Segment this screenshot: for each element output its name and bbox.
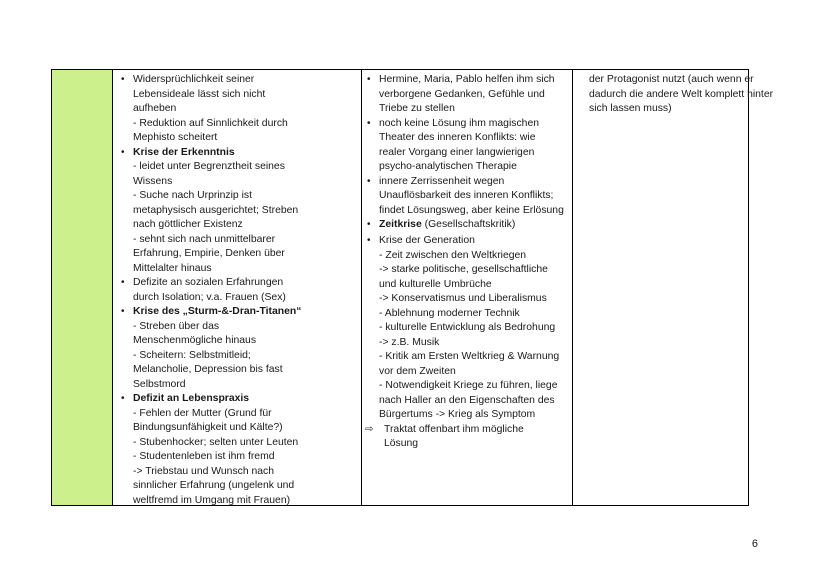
text-line: Erfahrung, Empirie, Denken über bbox=[133, 248, 285, 259]
text-line: dadurch die andere Welt komplett hinter bbox=[589, 88, 774, 100]
text-line: sinnlicher Erfahrung (ungelenk und bbox=[133, 480, 295, 491]
text-line: und kulturelle Umbrüche bbox=[379, 278, 492, 290]
bullet: • bbox=[121, 146, 125, 158]
text-line: Traktat offenbart ihm mögliche bbox=[384, 423, 524, 435]
text-line: der Protagonist nutzt (auch wenn er bbox=[589, 74, 754, 85]
text-line: Widersprüchlichkeit seiner bbox=[133, 74, 255, 85]
text-line: verborgene Gedanken, Gefühle und bbox=[379, 88, 545, 100]
text-line: - leidet unter Begrenztheit seines bbox=[133, 161, 285, 172]
text-line: Menschenmögliche hinaus bbox=[133, 335, 257, 346]
text-line: nach göttlicher Existenz bbox=[133, 219, 243, 230]
text-line: Lebensideale lässt sich nicht bbox=[133, 88, 266, 100]
column-analysis bbox=[113, 70, 362, 505]
text-line: weltfremd im Umgang mit Frauen) bbox=[133, 494, 291, 506]
text-line: findet Lösungsweg, aber keine Erlösung bbox=[379, 204, 564, 216]
text-line: Melancholie, Depression bis fast bbox=[133, 364, 283, 375]
text-line: Hermine, Maria, Pablo helfen ihm sich bbox=[379, 74, 555, 85]
text-line: innere Zerrissenheit wegen bbox=[379, 175, 505, 187]
text-line: -> starke politische, gesellschaftliche bbox=[379, 264, 548, 275]
label-column bbox=[52, 70, 113, 505]
text-line: vor dem Zweiten bbox=[379, 365, 456, 377]
heading-line: Defizit an Lebenspraxis bbox=[133, 393, 250, 404]
page-number: 6 bbox=[751, 538, 758, 550]
text-line: Lösung bbox=[384, 438, 419, 449]
text-line: -> Konservatismus und Liberalismus bbox=[379, 293, 547, 304]
zeitkrise-heading: Zeitkrise bbox=[379, 219, 422, 230]
text-line: durch Isolation; v.a. Frauen (Sex) bbox=[133, 291, 286, 303]
text-line: sich lassen muss) bbox=[589, 103, 672, 114]
text-line: -> z.B. Musik bbox=[379, 336, 440, 348]
text-line: - Notwendigkeit Kriege zu führen, liege bbox=[379, 380, 558, 391]
text-line: - Kritik am Ersten Weltkrieg & Warnung bbox=[379, 351, 560, 362]
text-line: Wissens bbox=[133, 175, 173, 187]
text-line: - Streben über das bbox=[133, 320, 220, 332]
column-notes bbox=[573, 70, 774, 505]
text-line: Triebe zu stellen bbox=[379, 103, 455, 114]
heading-line: Krise des „Sturm-&-Dran-Titanen“ bbox=[133, 306, 302, 317]
text-line: metaphysisch ausgerichtet; Streben bbox=[133, 204, 299, 216]
text-line: - Fehlen der Mutter (Grund für bbox=[133, 407, 272, 419]
text-line: realer Vorgang einer langwierigen bbox=[379, 146, 535, 158]
text-line: nach Haller an den Eigenschaften des bbox=[379, 394, 555, 406]
bullet: • bbox=[121, 393, 125, 404]
text-line: Mittelalter hinaus bbox=[133, 262, 212, 274]
text-line: Unauflösbarkeit des inneren Konflikts; bbox=[379, 190, 554, 201]
text-line: - sehnt sich nach unmittelbarer bbox=[133, 233, 276, 245]
bullet: • bbox=[367, 175, 371, 187]
content-table bbox=[51, 69, 774, 506]
column-comparison bbox=[362, 70, 573, 505]
bullet: • bbox=[121, 306, 125, 317]
text-line: noch keine Lösung ihm magischen bbox=[379, 117, 539, 129]
text-line: - Studentenleben ist ihm fremd bbox=[133, 451, 275, 462]
text-line: Selbstmord bbox=[133, 378, 186, 390]
bullet: • bbox=[367, 235, 371, 246]
bullet: • bbox=[367, 74, 371, 85]
text-line: - Stubenhocker; selten unter Leuten bbox=[133, 436, 299, 448]
text-line: - Zeit zwischen den Weltkriegen bbox=[379, 249, 527, 261]
text-line: psycho-analytischen Therapie bbox=[379, 161, 517, 172]
text-line: aufheben bbox=[133, 103, 177, 114]
text-line: Krise der Generation bbox=[379, 235, 475, 246]
text-line: Bindungsunfähigkeit und Kälte?) bbox=[133, 422, 283, 433]
zeitkrise-note: (Gesellschaftskritik) bbox=[421, 219, 516, 230]
heading-line: Krise der Erkenntnis bbox=[133, 146, 235, 158]
arrow-bullet: ⇨ bbox=[365, 423, 374, 435]
text-line: Bürgertums -> Krieg als Symptom bbox=[379, 409, 536, 420]
bullet: • bbox=[367, 219, 371, 230]
text-line: - Scheitern: Selbstmitleid; bbox=[133, 349, 251, 361]
bullet: • bbox=[367, 117, 371, 129]
text-line: - Suche nach Urprinzip ist bbox=[133, 190, 252, 201]
text-line bbox=[379, 218, 515, 233]
text-line: - Ablehnung moderner Technik bbox=[379, 307, 520, 319]
bullet: • bbox=[121, 74, 125, 85]
text-line: - kulturelle Entwicklung als Bedrohung bbox=[379, 322, 556, 333]
bullet: • bbox=[121, 277, 125, 288]
text-line: - Reduktion auf Sinnlichkeit durch bbox=[133, 117, 288, 129]
text-line: Mephisto scheitert bbox=[133, 132, 218, 143]
text-line: Defizite an sozialen Erfahrungen bbox=[133, 277, 284, 288]
text-line: -> Triebstau und Wunsch nach bbox=[133, 465, 275, 477]
text-line: Theater des inneren Konflikts: wie bbox=[379, 132, 536, 143]
